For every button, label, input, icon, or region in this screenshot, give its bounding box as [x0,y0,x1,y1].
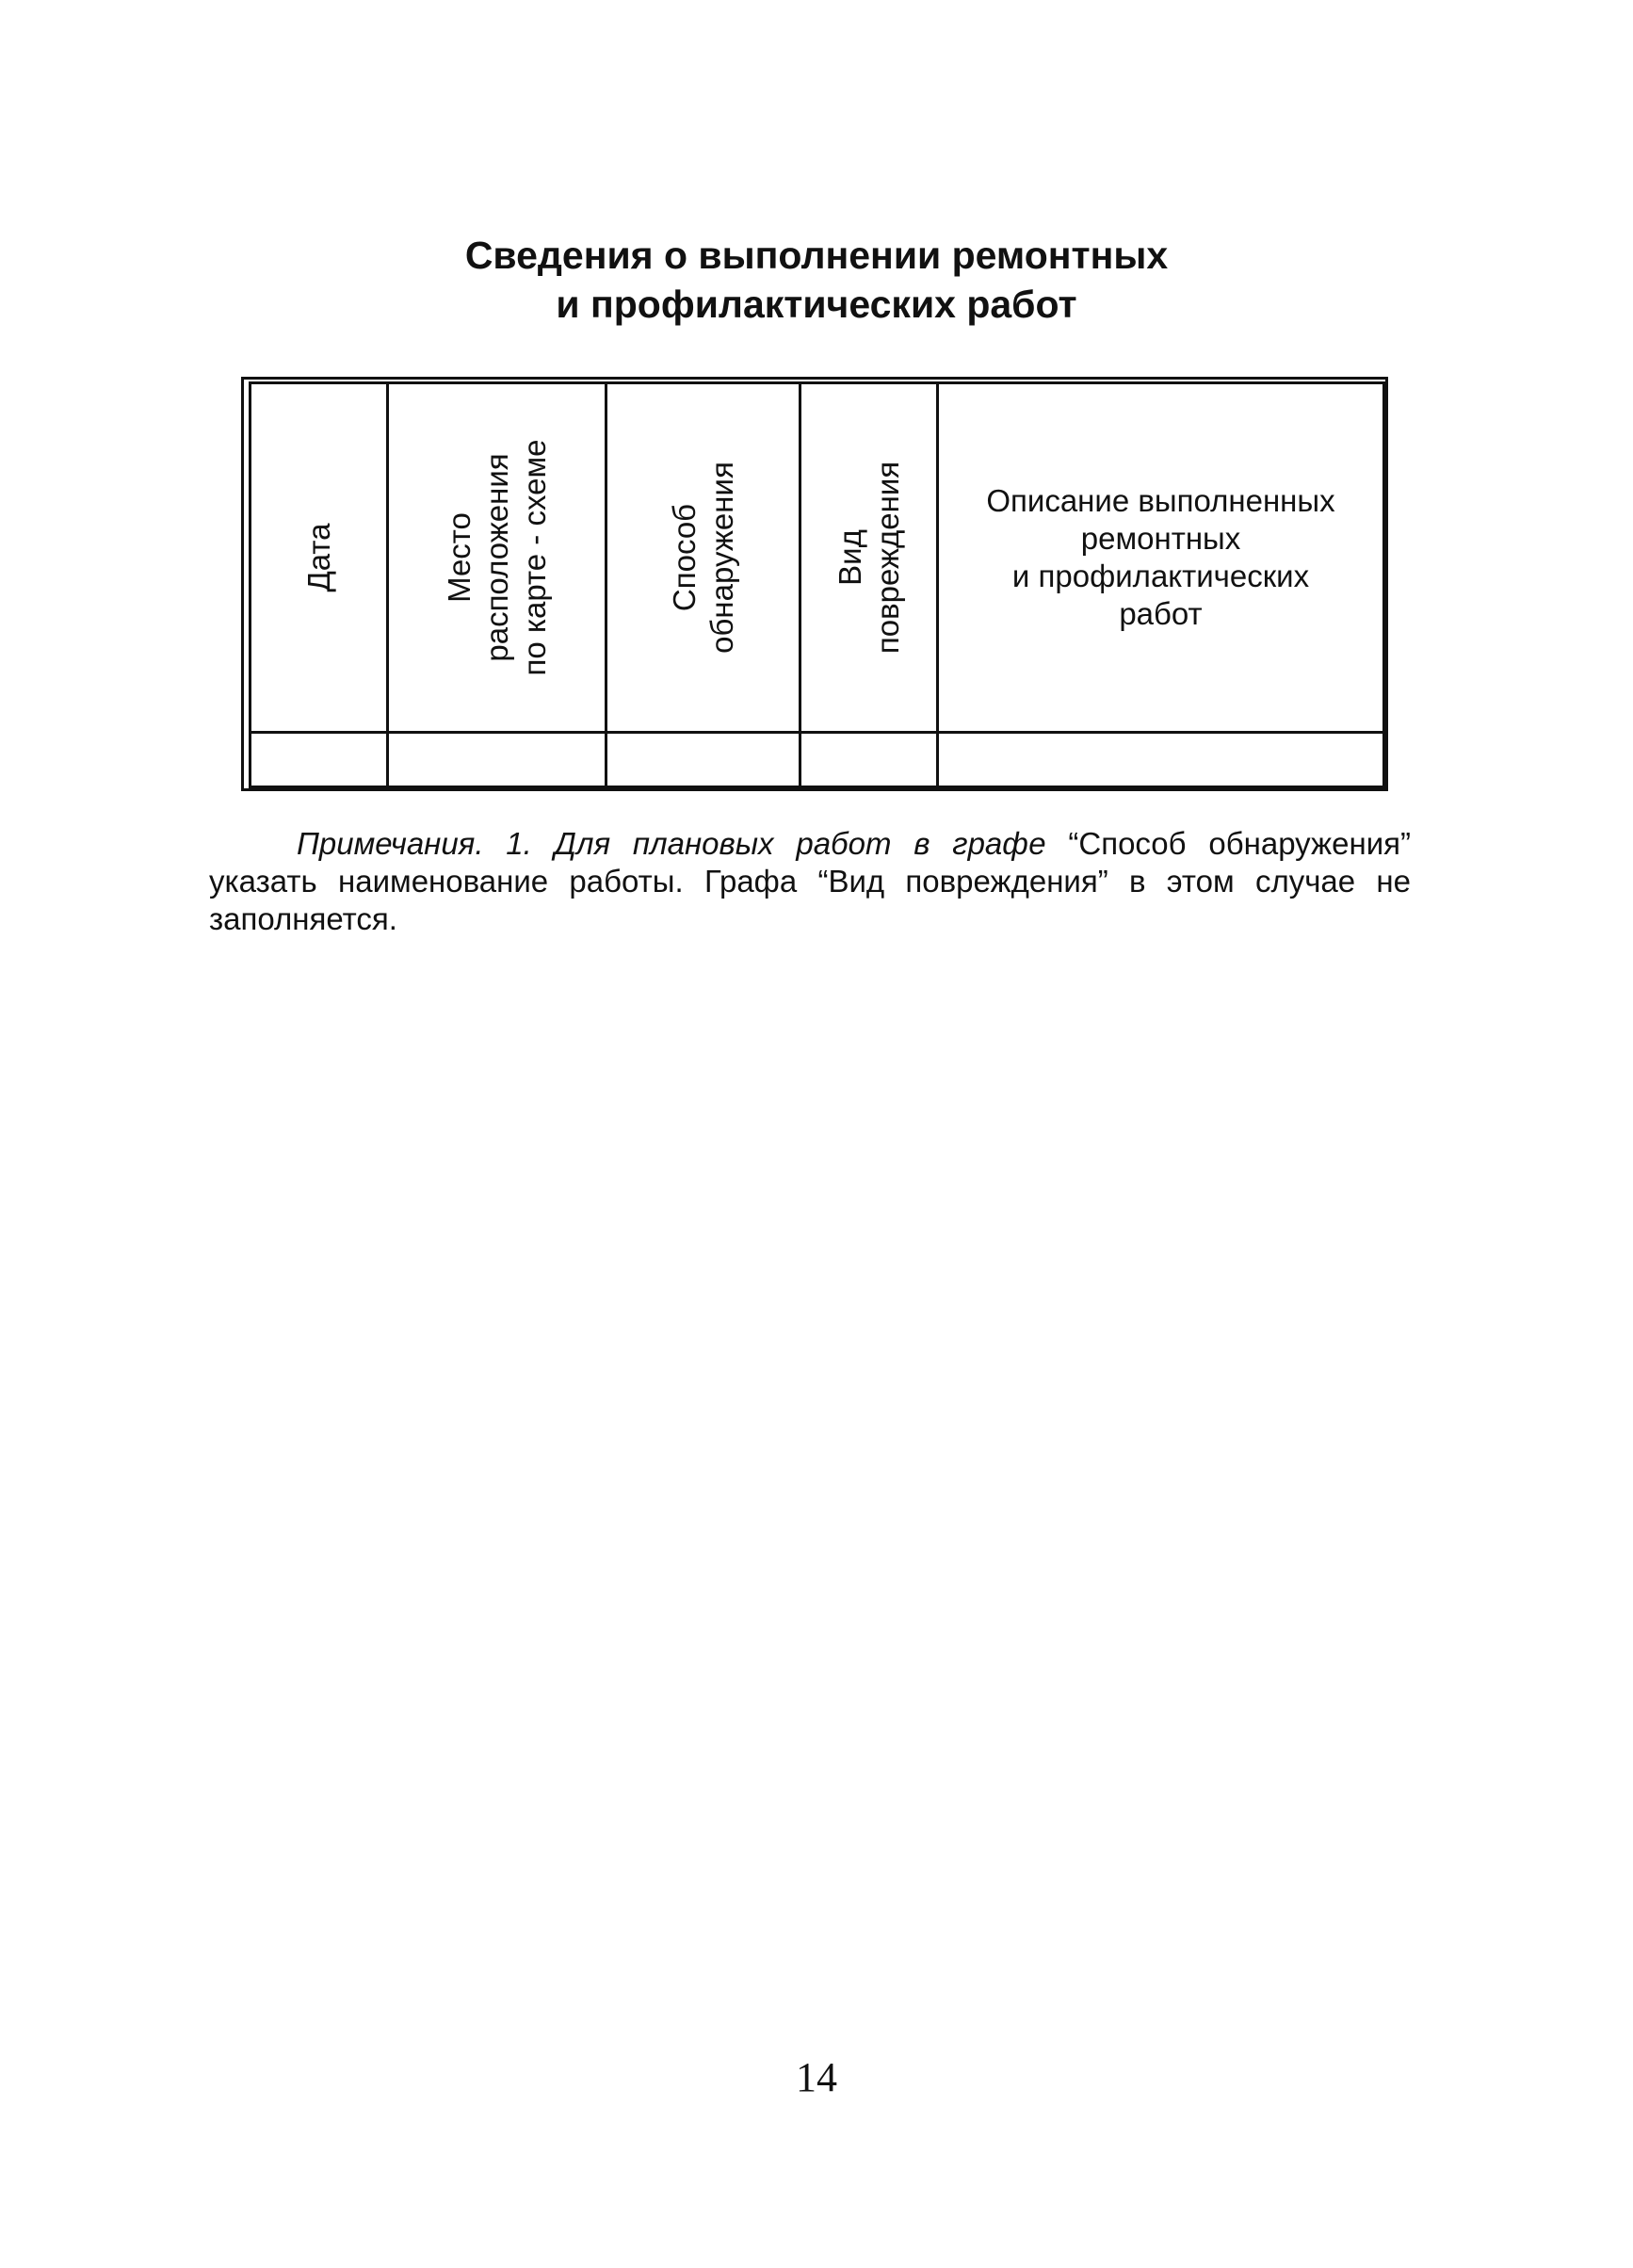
page-title-line-1: Сведения о выполнении ремонтных [464,234,1169,277]
column-header-location-text: Место расположения по карте - схеме [441,439,552,676]
table-cell-damage-type [800,733,938,787]
table-row [251,733,1384,787]
notes-body: “Способ обнаружения” указать наименование работы. Графа “Вид повреждения” в этом случае не заполняется. [209,826,1411,936]
column-header-date-text: Дата [300,523,336,592]
column-header-damage-type [800,383,938,733]
column-header-damage-type-text: Вид повреждения [832,461,905,655]
column-header-detection-method-text: Способ обнаружения [666,462,739,654]
column-header-description-text: Описание выполненных ремонтных и профилактических работ [986,483,1335,631]
page-title-line-2: и профилактических работ [556,283,1077,326]
column-header-location [388,383,606,733]
column-header-description [938,383,1384,733]
table-cell-description [938,733,1384,787]
notes-paragraph [209,825,1411,938]
repair-records-table [249,381,1385,788]
table-header-row [251,383,1384,733]
table-cell-date [251,733,388,787]
notes-lead: Примечания. 1. Для плановых работ в графе [297,826,1046,861]
page-number: 14 [796,2054,837,2100]
page-title [0,231,1633,329]
table-cell-detection-method [606,733,800,787]
column-header-date [251,383,388,733]
table-cell-location [388,733,606,787]
column-header-detection-method [606,383,800,733]
